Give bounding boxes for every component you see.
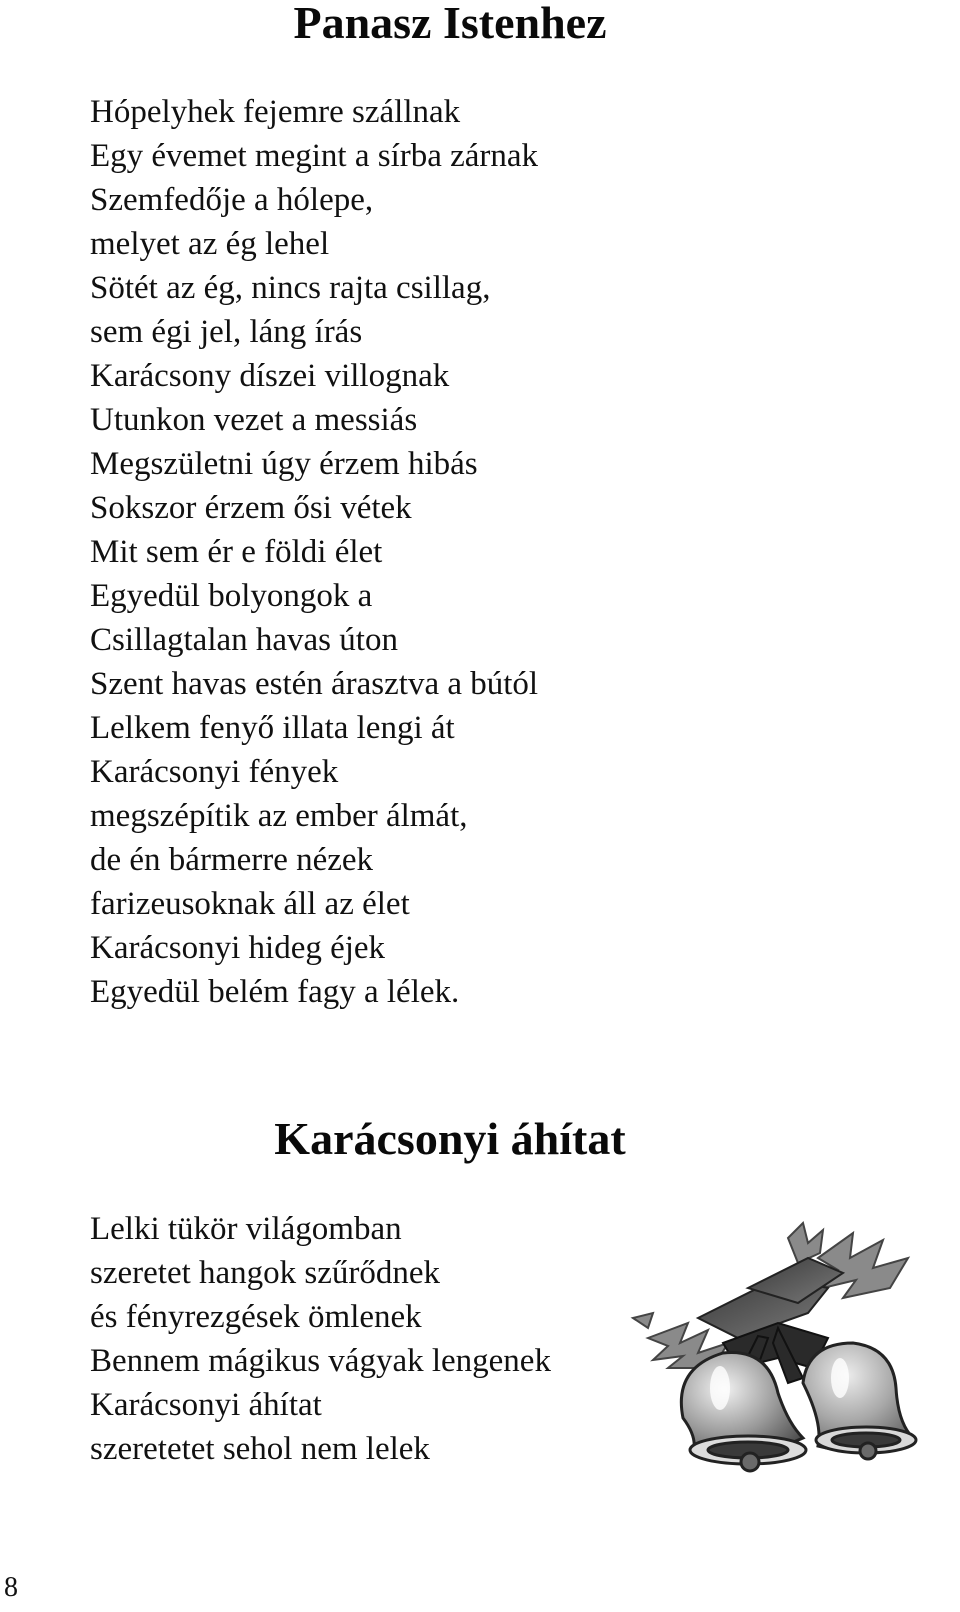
poem-line: melyet az ég lehel xyxy=(90,226,330,262)
poem-karacsonyi-ahitat xyxy=(90,1207,551,1471)
poem-line: szeretet hangok szűrődnek xyxy=(90,1255,441,1291)
poem-panasz-istenhez xyxy=(90,90,538,1014)
poem-line: megszépítik az ember álmát, xyxy=(90,798,468,834)
poem-line: Sokszor érzem ősi vétek xyxy=(90,490,412,526)
poem-line: Egyedül bolyongok a xyxy=(90,578,373,614)
poem-line: Hópelyhek fejemre szállnak xyxy=(90,94,461,130)
poem-line: farizeusoknak áll az élet xyxy=(90,886,410,922)
poem-line: Utunkon vezet a messiás xyxy=(90,402,418,438)
poem-line: Egyedül belém fagy a lélek. xyxy=(90,974,460,1010)
poem-line: Lelkem fenyő illata lengi át xyxy=(90,710,455,746)
poem-line: és fényrezgések ömlenek xyxy=(90,1299,422,1335)
poem-line: Egy évemet megint a sírba zárnak xyxy=(90,138,539,174)
poem-title-panasz-istenhez: Panasz Istenhez xyxy=(293,0,607,48)
poem-line: Bennem mágikus vágyak lengenek xyxy=(90,1343,551,1379)
page-number: 8 xyxy=(4,1572,18,1603)
poem-line: de én bármerre nézek xyxy=(90,842,374,878)
poem-line: Szemfedője a hólepe, xyxy=(90,182,374,218)
poem-line: Megszületni úgy érzem hibás xyxy=(90,446,478,482)
poem-line: Szent havas estén árasztva a bútól xyxy=(90,666,539,702)
poem-line: Mit sem ér e földi élet xyxy=(90,534,383,570)
poem-line: Karácsonyi fények xyxy=(90,754,339,790)
poem-line: Karácsonyi hideg éjek xyxy=(90,930,386,966)
christmas-bells-icon xyxy=(628,1218,920,1480)
poem-line: szeretetet sehol nem lelek xyxy=(90,1431,430,1467)
poem-line: Karácsonyi áhítat xyxy=(90,1387,322,1423)
poem-line: sem égi jel, láng írás xyxy=(90,314,363,350)
poem-line: Karácsony díszei villognak xyxy=(90,358,450,394)
poem-line: Lelki tükör világomban xyxy=(90,1211,402,1247)
poem-line: Csillagtalan havas úton xyxy=(90,622,398,658)
poem-title-karacsonyi-ahitat: Karácsonyi áhítat xyxy=(274,1113,626,1164)
poem-line: Sötét az ég, nincs rajta csillag, xyxy=(90,270,491,306)
